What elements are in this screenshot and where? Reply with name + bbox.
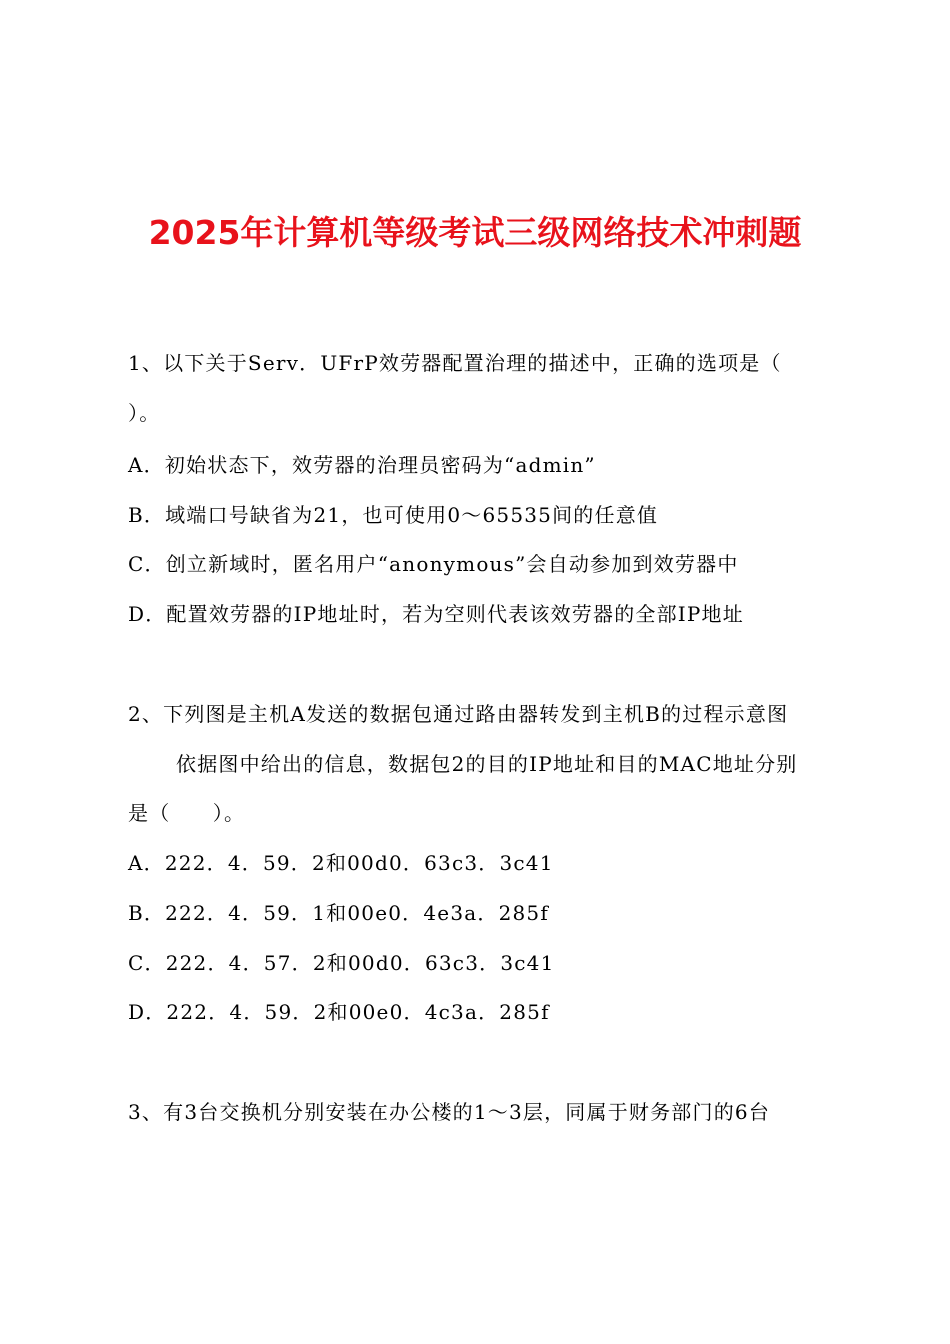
question-2-stem-line-1: 2、下列图是主机A发送的数据包通过路由器转发到主机B的过程示意图 <box>128 702 789 726</box>
question-1-stem-line-2: ）。 <box>128 401 161 425</box>
question-1-option-d: D．配置效劳器的IP地址时，若为空则代表该效劳器的全部IP地址 <box>128 602 744 626</box>
question-2-option-a: A．222．4．59．2和00d0．63c3．3c41 <box>128 851 554 875</box>
question-2-option-b: B．222．4．59．1和00e0．4e3a．285f <box>128 901 549 925</box>
question-2-stem-line-3: 是（ ）。 <box>128 801 246 825</box>
page-title: 2025年计算机等级考试三级网络技术冲刺题 <box>148 213 802 252</box>
question-3-stem-line-1: 3、有3台交换机分别安装在办公楼的1～3层，同属于财务部门的6台 <box>128 1100 771 1124</box>
question-2-stem-line-2: 依据图中给出的信息，数据包2的目的IP地址和目的MAC地址分别 <box>176 752 798 776</box>
question-2-option-d: D．222．4．59．2和00e0．4c3a．285f <box>128 1000 550 1024</box>
question-2-option-c: C．222．4．57．2和00d0．63c3．3c41 <box>128 951 555 975</box>
question-1-option-a: A．初始状态下，效劳器的治理员密码为“admin” <box>128 453 596 477</box>
question-1-option-c: C．创立新域时，匿名用户“anonymous”会自动参加到效劳器中 <box>128 552 739 576</box>
question-1-stem-line-1: 1、以下关于Serv．UFrP效劳器配置治理的描述中，正确的选项是（ <box>128 351 782 375</box>
question-1-option-b: B．域端口号缺省为21，也可使用0～65535间的任意值 <box>128 503 659 527</box>
